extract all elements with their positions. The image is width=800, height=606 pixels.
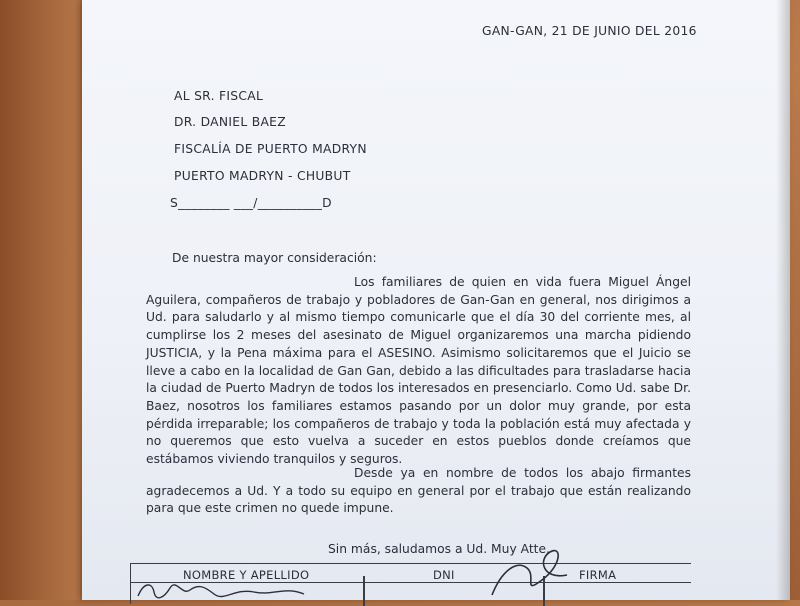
letter-date: GAN-GAN, 21 DE JUNIO DEL 2016 xyxy=(482,24,697,38)
recipient-title: AL SR. FISCAL xyxy=(174,89,264,103)
recipient-name: DR. DANIEL BAEZ xyxy=(174,115,286,129)
column-header-firma: FIRMA xyxy=(579,568,617,582)
letter-paper xyxy=(82,0,790,600)
body-paragraph-1: Los familiares de quien en vida fuera Miguel Ángel Aguilera, compañeros de trabajo y pobladores de Gan-Gan en general, nos dirigimos a Ud. para saludarlo y al mismo tiempo comunicarle que el día 30 del corriente mes, al cumplirse los 2 meses del asesinato de Miguel organizaremos una marcha pidiendo JUSTICIA, y la Pena máxima para el ASESINO. Asimismo solicitaremos que el Juicio se lleve a cabo en la localidad de Gan Gan, debido a las dificultades para trasladarse hacia la ciudad de Puerto Madryn de todos los interesados en presenciarlo. Como Ud. sabe Dr. Baez, nosotros los familiares estamos pasando por un dolor muy grande, por esta pérdida irreparable; los compañeros de trabajo y toda la población está muy afectada y no queremos que esto vuelva a suceder en estos pueblos donde creíamos que estábamos viviendo tranquilos y seguros. xyxy=(146,275,691,467)
table-divider xyxy=(363,576,365,606)
recipient-office: FISCALÍA DE PUERTO MADRYN xyxy=(174,142,367,156)
body-paragraph-2: Desde ya en nombre de todos los abajo firmantes agradecemos a Ud. Y a todo su equipo en general por el trabajo que están realizando para que este crimen no quede impune. xyxy=(146,466,691,516)
column-header-dni: DNI xyxy=(433,568,455,582)
closing-line: Sin más, saludamos a Ud. Muy Atte. xyxy=(328,542,550,556)
recipient-city: PUERTO MADRYN - CHUBUT xyxy=(174,169,351,183)
salutation: De nuestra mayor consideración: xyxy=(172,251,377,265)
handwritten-signature-top xyxy=(482,540,592,600)
paper-shadow xyxy=(776,0,790,600)
handwritten-signature-row xyxy=(134,578,334,600)
column-header-name: NOMBRE Y APELLIDO xyxy=(183,568,310,582)
recipient-sd-line: S________ ___/__________D xyxy=(170,196,332,210)
wooden-table-surface xyxy=(0,0,80,600)
